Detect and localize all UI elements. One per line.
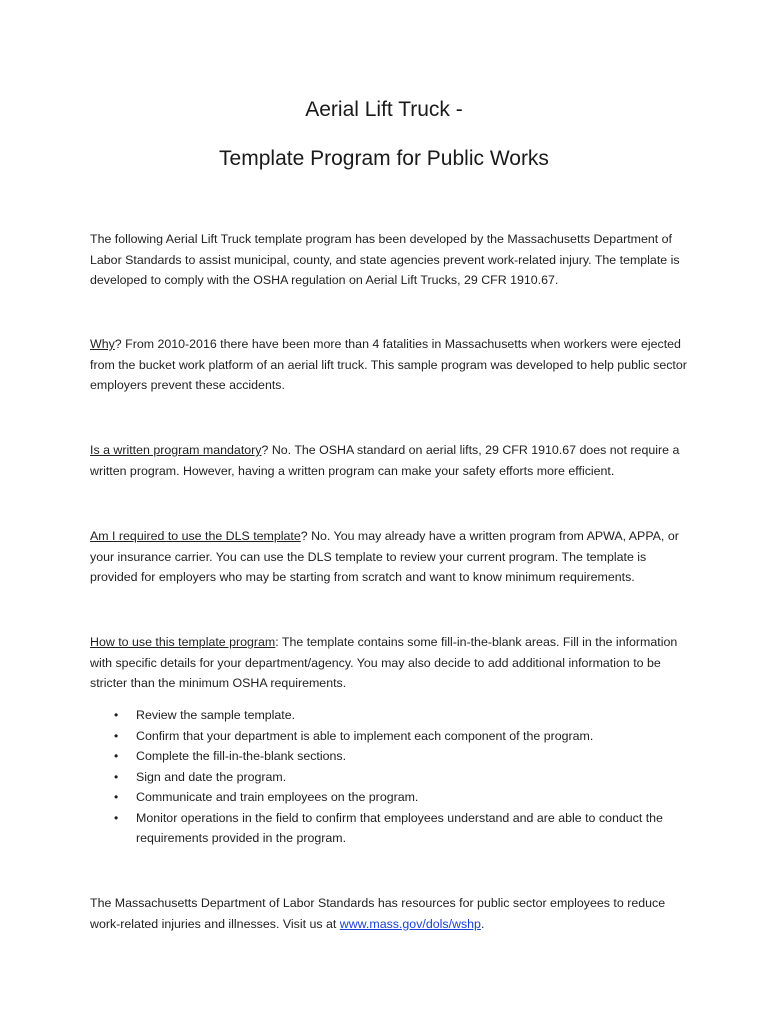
step-text: Complete the fill-in-the-blank sections. [136,749,347,763]
why-heading: Why [90,337,115,351]
intro-paragraph: The following Aerial Lift Truck template program has been developed by the Massachusetts Department of Labor Standards to assist municipal, county, and state agencies prevent work-related injury. The template is developed to comply with the OSHA regulation on Aerial Lift Trucks, 29 CFR 1910.67. [90,232,680,287]
list-item [90,746,696,767]
why-text: ? From 2010-2016 there have been more than 4 fatalities in Massachusetts when workers were ejected from the bucket work platform of an aerial lift truck. This sample program was developed to help public sector employers prevent these accidents. [90,337,687,392]
mandatory-heading: Is a written program mandatory [90,443,262,457]
list-item [90,787,696,808]
mandatory-paragraph [90,440,696,481]
step-text: Review the sample template. [136,708,296,722]
list-item [90,808,696,849]
bullet-icon: • [114,749,119,763]
bullet-icon: • [114,790,119,804]
document-title: Aerial Lift Truck - [305,98,463,121]
howto-paragraph [90,632,696,694]
why-paragraph [90,334,696,396]
howto-text: : The template contains some fill-in-the-blank areas. Fill in the information with specific details for your department/agency. You may also decide to add additional information to be stricter than the minimum OSHA requirements. [90,635,678,690]
step-text: Monitor operations in the field to confirm that employees understand and are able to conduct the requirements provided in the program. [136,810,663,845]
required-paragraph [90,526,696,588]
bullet-icon: • [114,769,119,784]
bullet-icon: • [114,810,119,825]
document-subtitle: Template Program for Public Works [219,147,549,170]
list-item [90,767,696,788]
list-item [90,726,696,747]
steps-list [90,705,696,849]
required-heading: Am I required to use the DLS template [90,529,301,543]
bullet-icon: • [114,708,119,722]
howto-heading: How to use this template program [90,635,276,649]
step-text: Sign and date the program. [136,769,287,784]
step-text: Communicate and train employees on the program. [136,790,419,804]
footer-paragraph [90,893,696,934]
required-text: ? No. You may already have a written program from APWA, APPA, or your insurance carrier. You can use the DLS template to review your current program. The template is provided for employers who may be starting from scratch and want to know minimum requirements. [90,529,679,584]
footer-end: . [480,916,485,931]
list-item [90,705,696,726]
step-text: Confirm that your department is able to implement each component of the program. [136,728,594,743]
bullet-icon: • [114,728,119,743]
footer-text: The Massachusetts Department of Labor Standards has resources for public sector employees to reduce work-related injuries and illnesses. Visit us at [90,896,666,931]
resources-link[interactable]: www.mass.gov/dols/wshp [339,916,481,931]
mandatory-text: ? No. The OSHA standard on aerial lifts, 29 CFR 1910.67 does not require a written program. However, having a written program can make your safety efforts more efficient. [90,443,680,478]
